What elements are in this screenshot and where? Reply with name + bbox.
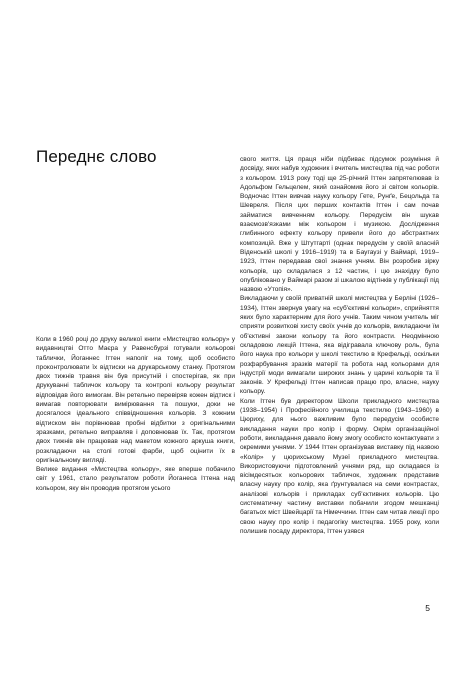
page-number: 5 xyxy=(425,603,430,613)
page-title: Переднє слово xyxy=(36,147,157,166)
paragraph: Велике видання «Мистецтва кольору», яке вперше побачило світ у 1961, стало результатом роботи Йоганеса Іттена над кольором, яку він проводив протягом усього xyxy=(36,466,235,492)
paragraph: Коли Іттен був директором Школи прикладного мистецтва (1938–1954) і Професійного училища текстилю (1943–1960) в Цюриху, для нього важливим було передусім особисте викладання науки про колір і форму. Окрім організаційної роботи, викладання давало йому змогу особисто контактувати з окремими учнями. У 1944 Іттен організував виставку під назвою «Колір» у цюрихському Музеї прикладного мистецтва. Використовуючи підготовлений учнями ряд, що складався із вісімдесятьох кольорових табличок, художник представив власну науку про колір, яка ґрунтувалася на семи контрастах, аналізові кольорів і прикладах суб'єктивних кольорів. Цю систематичну частину виставки побачили згодом мешканці багатьох міст Швейцарії та Німеччини. Іттен сам читав лекції про свою науку про колір і педагогіку мистецтва. 1955 року, коли полишив посаду директора, Іттен узявся xyxy=(240,397,439,535)
paragraph: Коли в 1960 році до друку великої книги «Мистецтво кольору» у видавництві Отто Маєра у Равенсбурзі готували кольорові таблички, Йоганнес Іттен наполіг на тому, щоб особисто проконтролювати їх відтиски на друкарському станку. Протягом двох тижнів травня він був присутній і спостерігав, як при друкуванні табличок кольору та контролі кольору результат відповідав його вимогам. Він ретельно перевіряв кожен відтиск і вимагав повторювати вимірювання та пошуки, доки не досягалося ідеального співвідношення кольорів. З кожним відтиском він порівнював пробні відбитки з оригінальними зразками, ретельно виправляв і доповнював їх. Так, протягом двох тижнів він працював над макетом кожного аркуша книги, розкладаючи на столі готові фарби, щоб оцінити їх в оригінальному вигляді. xyxy=(36,336,235,464)
right-text-column xyxy=(240,155,439,536)
left-text-column xyxy=(36,335,235,493)
paragraph: свого життя. Ця праця ніби підбиває підсумок розуміння й досвіду, яких набув художник і вчитель мистецтва під час роботи з кольором. 1913 року тоді ще 25-річний Іттен запрятелював із Адольфом Гельцелем, який ознайомив його зі світом кольорів. Водночас Іттен вивчав науку кольору Гете, Рунґе, Бецольда та Шевреля. Після цих перших контактів Іттен і сам почав займатися вивченням кольору. Передусім він шукав взаємозв'язками між кольором і музикою. Дослідження глибинного ефекту кольору привели його до абстрактних композицій. Вже у Штутгарті (однак передусім у своїй власній Віденській школі у 1916–1919) та в Баугаузі у Ваймарі, 1919–1923, Іттен передавав свої знання учням. Він розробив зірку кольорів, що складалася з 12 частин, і цю знахідку було опубліковано у Ваймарі разом зі шкалою відтінків у публікації під назвою «Утопія». xyxy=(240,156,439,294)
paragraph: Викладаючи у своїй приватній школі мистецтва у Берліні (1926–1934), Іттен звернув увагу на «суб'єктивні кольори», сприйняття яких було характерним для його учнів. Таким чином учитель міг сприяти розвиткові хисту своїх учнів до кольорів, викладаючи їм об'єктивні закони кольору та його контрасти. Неодмінною складовою лекцій Іттена, яка відігравала ключову роль, була його наука про кольори у школі текстилю в Крефельді, оскільки розфарбування зразків матерії та робота над кольорами для індустрії моди вимагали широких знань у царині кольорів та її законів. У Крефельді Іттен написав працю про, власне, науку кольору. xyxy=(240,295,439,396)
